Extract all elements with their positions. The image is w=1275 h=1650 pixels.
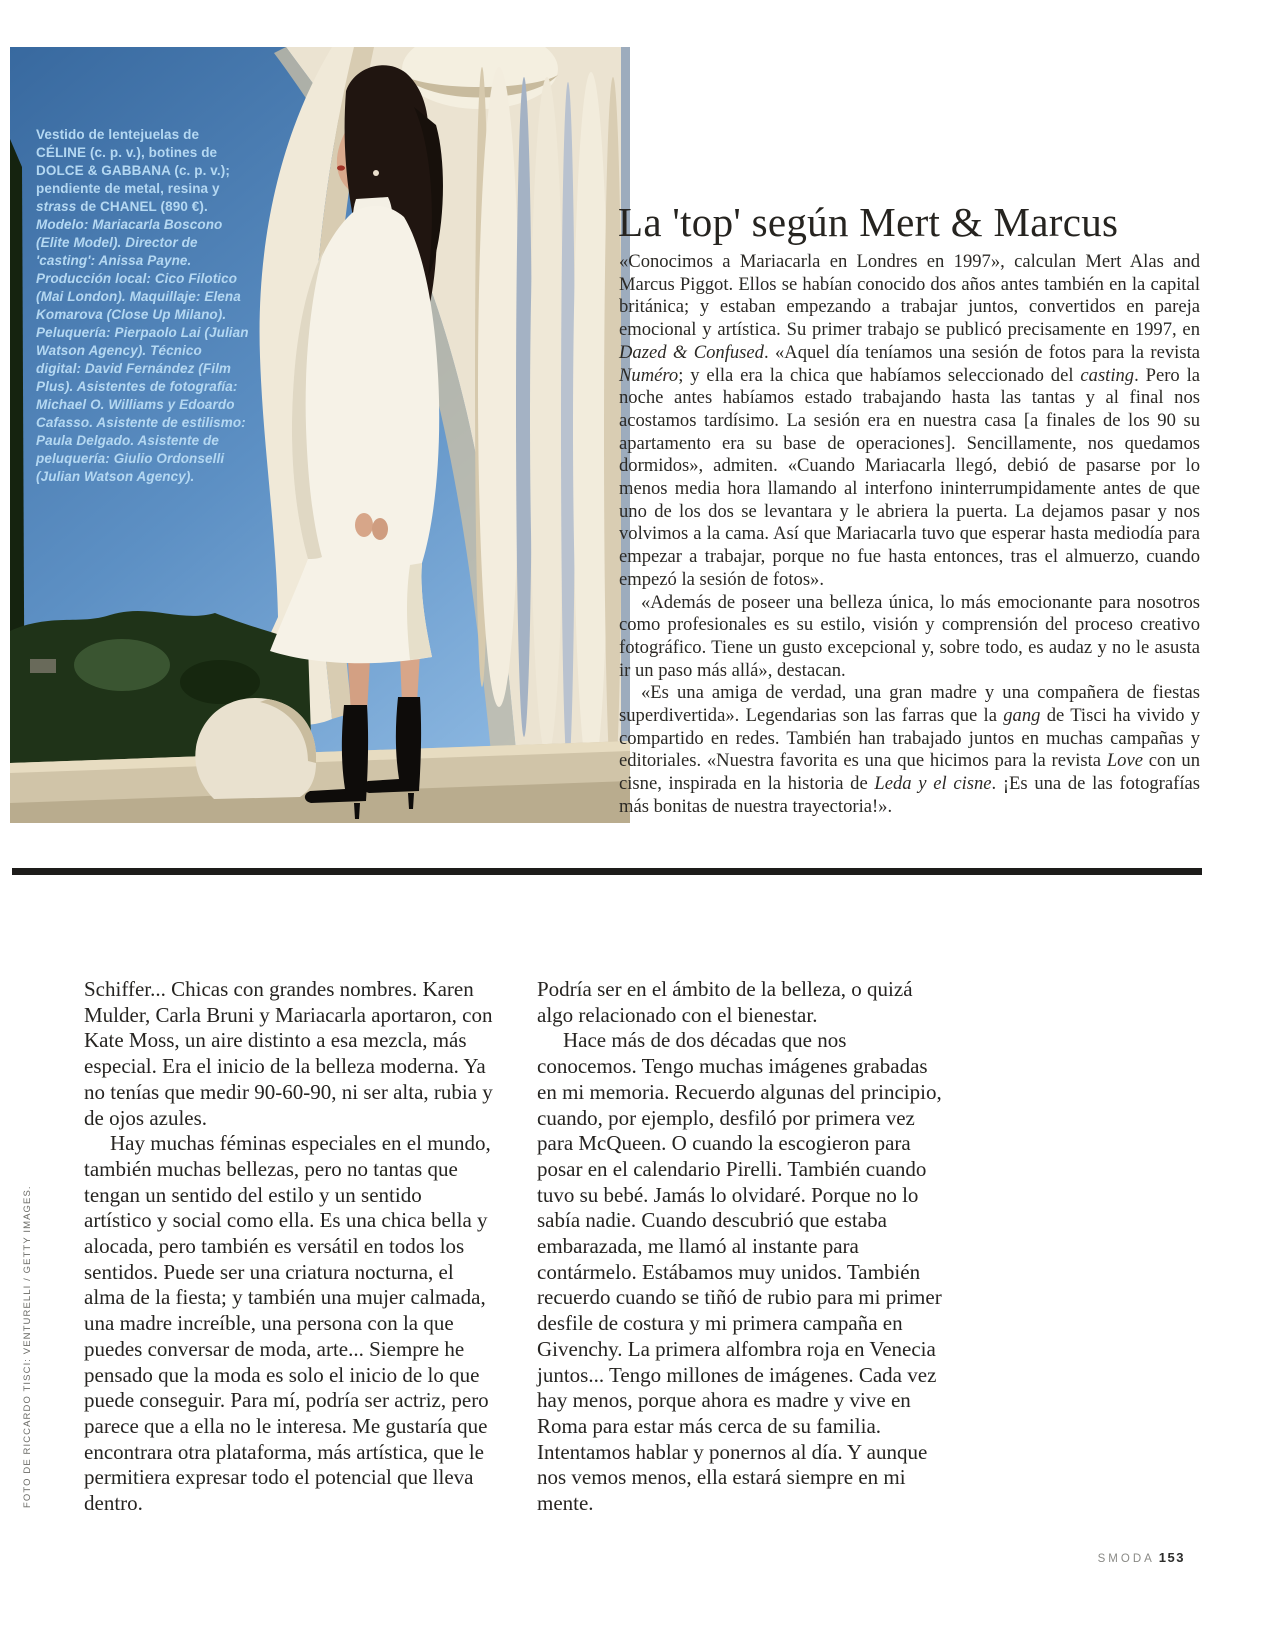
intro-paragraph: «Conocimos a Mariacarla en Londres en 1997», calculan Mert Alas and Marcus Piggot. Ellos se habían conocido dos años antes también en la capital británica; y estaban empezando a trabajar juntos, convertidos en pareja emocional y artística. Su primer trabajo se publicó precisamente en 1997, en Dazed & Confused. «Aquel día teníamos una sesión de fotos para la revista Numéro; y ella era la chica que habíamos seleccionado del casting. Pero la noche antes habíamos estado trabajando hasta las tantas y al final nos acostamos tardísimo. La sesión era en nuestra casa [a finales de los 90 su apartamento era su base de operaciones]. Sencillamente, nos quedamos dormidos», admiten. «Cuando Mariacarla llegó, debió de pasarse por lo menos media hora llamando al interfono ininterrumpidamente antes de que uno de los dos se levantara y le abriera la puerta. La dejamos pasar y nos volvimos a la cama. Así que Mariacarla tuvo que esperar hasta mediodía para empezar a trabajar, porque no fue hasta entonces, tras el almuerzo, cuando empezó la sesión de fotos».: [619, 251, 1200, 590]
page-folio: [1000, 1549, 1185, 1567]
body-paragraph: Hay muchas féminas especiales en el mundo, también muchas bellezas, pero no tantas que tengan un sentido del estilo y un sentido artístico y social como ella. Es una chica bella y alocada, pero también es versátil en todos los sentidos. Puede ser una criatura nocturna, el alma de la fiesta; y también una mujer calmada, una madre increíble, una persona con la que puedes conversar de moda, arte... Siempre he pensado que la moda es solo el inicio de lo que puede conseguir. Para mí, podría ser actriz, pero parece que a ella no le interesa. Me gustaría que encontrara otra plataforma, más artística, que le permitiera expresar todo el potencial que lleva dentro.: [84, 1131, 491, 1516]
magazine-name: SMODA: [1097, 1553, 1155, 1565]
intro-section: [619, 251, 1200, 819]
photo-credit-caption: [36, 126, 250, 486]
page-number: 153: [1158, 1550, 1185, 1565]
body-column-left: [84, 977, 494, 1517]
article-title: La 'top' según Mert & Marcus: [618, 199, 1119, 245]
photographer-credit-vertical: FOTO DE RICCARDO TISCI: VENTURELLI / GETTY IMAGES.: [22, 1185, 33, 1508]
body-paragraph: Hace más de dos décadas que nos conocemos. Tengo muchas imágenes grabadas en mi memoria. Recuerdo algunas del principio, cuando, por ejemplo, desfiló por primera vez para McQueen. O cuando la escogieron para posar en el calendario Pirelli. También cuando tuvo su bebé. Jamás lo olvidaré. Porque no lo sabía nadie. Cuando descubrió que estaba embarazada, me llamó al instante para contármelo. Estábamos muy unidos. También recuerdo cuando se tiñó de rubio para mi primer desfile de costura y mi primera campaña en Givenchy. La primera alfombra roja en Venecia juntos... Tengo millones de imágenes. Cada vez hay menos, porque ahora es madre y vive en Roma para estar más cerca de su familia. Intentamos hablar y ponernos al día. Y aunque nos vemos menos, ella estará siempre en mi mente.: [537, 1028, 942, 1516]
credit-text-italic: Modelo: Mariacarla Boscono (Elite Model). Director de 'casting': Anissa Payne. Producción local: Cico Filotico (Mai London). Maquillaje: Elena Komarova (Close Up Milano). Peluquería: Pierpaolo Lai (Julian Watson Agency). Técnico digital: David Fernández (Film Plus). Asistentes de fotografía: Michael O. Williams y Edoardo Cafasso. Asistente de estilismo: Paula Delgado. Asistente de peluquería: Giulio Ordonselli (Julian Watson Agency).: [36, 217, 249, 484]
intro-paragraph: «Además de poseer una belleza única, lo más emocionante para nosotros como profesionales es su estilo, visión y comprensión del proceso creativo fotográfico. Tiene un gusto excepcional y, sobre todo, es audaz y no le asusta ir un paso más allá», destacan.: [619, 591, 1200, 681]
hand: [372, 518, 388, 540]
earring: [373, 170, 379, 176]
lips: [337, 165, 345, 170]
fashion-photo: [10, 47, 630, 823]
credit-text: de CHANEL (890 €).: [76, 199, 208, 214]
body-column-right: [537, 977, 951, 1517]
hand: [355, 513, 373, 537]
body-paragraph: Podría ser en el ámbito de la belleza, o quizá algo relacionado con el bienestar.: [537, 977, 913, 1027]
credit-text-italic: strass: [36, 199, 77, 214]
credit-text: Vestido de lentejuelas de CÉLINE (c. p. v.), botines de DOLCE & GABBANA (c. p. v.); pendiente de metal, resina y: [36, 127, 230, 196]
section-divider: [12, 868, 1202, 875]
body-paragraph: Schiffer... Chicas con grandes nombres. Karen Mulder, Carla Bruni y Mariacarla aportaron, con Kate Moss, un aire distinto a esa mezcla, más especial. Era el inicio de la belleza moderna. Ya no tenías que medir 90-60-90, ni ser alta, rubia y de ojos azules.: [84, 977, 493, 1130]
intro-paragraph: «Es una amiga de verdad, una gran madre y una compañera de fiestas superdivertida». Legendarias son las farras que la gang de Tisci ha vivido y compartido en redes. También han trabajado juntos en muchas campañas y editoriales. «Nuestra favorita es una que hicimos para la revista Love con un cisne, inspirada en la historia de Leda y el cisne. ¡Es una de las fotografías más bonitas de nuestra trayectoria!».: [619, 682, 1200, 817]
